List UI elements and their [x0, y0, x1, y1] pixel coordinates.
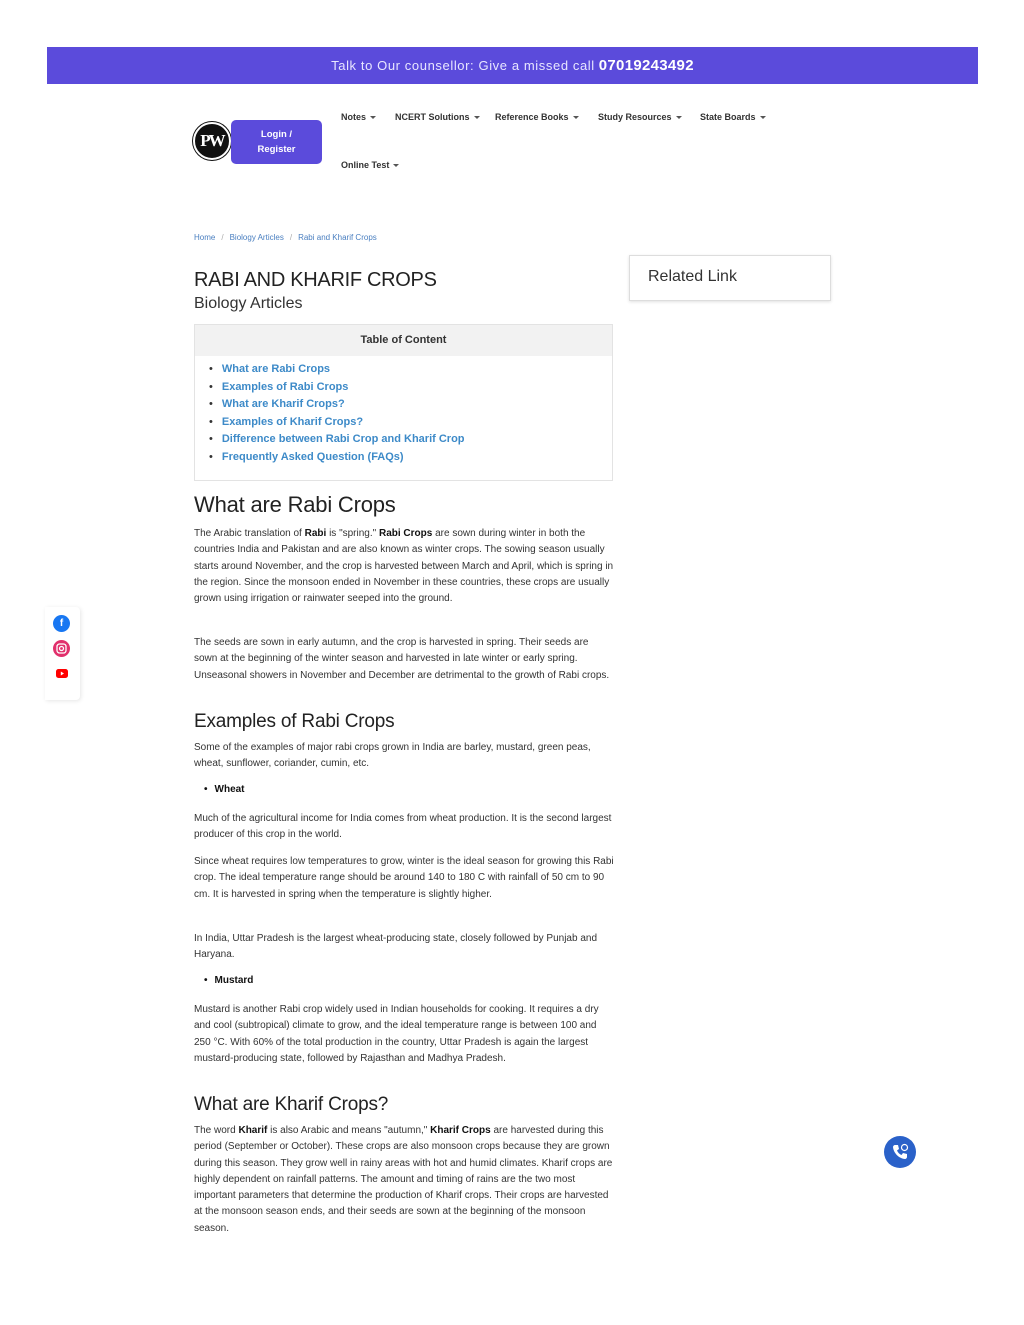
- examples-heading: Examples of Rabi Crops: [194, 711, 395, 732]
- chevron-down-icon: [474, 116, 480, 119]
- youtube-glyph: [56, 669, 68, 678]
- table-of-content: [194, 324, 613, 481]
- bold-term: Kharif Crops: [430, 1125, 491, 1136]
- nav-online-label: Online Test: [341, 160, 390, 170]
- nav-ncert-label: NCERT Solutions: [395, 112, 470, 122]
- chevron-down-icon: [676, 116, 682, 119]
- related-link-title: Related Link: [648, 268, 737, 285]
- wheat-paragraph-3: In India, Uttar Pradesh is the largest wheat-producing state, closely followed by Punjab and Haryana.: [194, 933, 598, 961]
- text-run: are harvested during this period (September or October). These crops are also monsoon crops because they are grown during this season. They grow well in rainy areas with hot and humid climates. Kharif crops are highly dependent on rainfall patterns. The amount and timing of rains are the two most important parameters that determine the production of Kharif crops. Their crops are harvested at the monsoon season ends, and their seeds are sown at the beginning of the monsoon season.: [194, 1125, 613, 1234]
- related-link-box: [629, 255, 831, 301]
- kharif-heading: What are Kharif Crops?: [194, 1094, 389, 1115]
- examples-paragraph: Some of the examples of major rabi crops grown in India are barley, mustard, green peas, wheat, sunflower, coriander, cumin, etc.: [194, 742, 591, 770]
- nav-study-label: Study Resources: [598, 112, 672, 122]
- nav-state-label: State Boards: [700, 112, 756, 122]
- nav-study-resources[interactable]: [598, 112, 682, 122]
- youtube-icon[interactable]: [53, 665, 70, 682]
- login-register-button[interactable]: [231, 120, 322, 164]
- banner-phone-number[interactable]: 07019243492: [598, 57, 694, 74]
- bold-term: Kharif: [238, 1125, 268, 1136]
- nav-state-boards[interactable]: [700, 112, 766, 122]
- text-run: is "spring.": [326, 528, 379, 539]
- toc-heading: Table of Content: [195, 325, 612, 356]
- breadcrumb: [194, 233, 377, 242]
- toc-item[interactable]: • Difference between Rabi Crop and Kharif Crop: [209, 431, 612, 449]
- text-run: is also Arabic and means "autumn,": [267, 1125, 431, 1136]
- rabi-paragraph-2: The seeds are sown in early autumn, and the crop is harvested in spring. Their seeds are sown at the beginning of the winter season and harvested in late winter or early spring. Unseasonal showers in November and December are detrimental to the growth of Rabi crops.: [194, 637, 610, 681]
- chevron-down-icon: [393, 164, 399, 167]
- breadcrumb-current[interactable]: Rabi and Kharif Crops: [298, 233, 377, 242]
- toc-item[interactable]: • What are Kharif Crops?: [209, 396, 612, 414]
- register-label: Register: [257, 144, 296, 155]
- page-title: RABI AND KHARIF CROPS: [194, 269, 437, 291]
- mustard-label: Mustard: [214, 975, 254, 986]
- wheat-bullet: [204, 784, 245, 795]
- wheat-paragraph-1: Much of the agricultural income for India comes from wheat production. It is the second largest producer of this crop in the world.: [194, 813, 612, 841]
- nav-notes[interactable]: [341, 112, 376, 122]
- toc-item[interactable]: • Examples of Rabi Crops: [209, 379, 612, 397]
- instagram-icon[interactable]: [53, 640, 70, 657]
- toc-item[interactable]: • Frequently Asked Question (FAQs): [209, 449, 612, 467]
- text-run: are sown during winter in both the countries India and Pakistan and are also known as winter crops. The sowing season usually starts around November, and the crop is harvested between March and April, which is spring in the region. Since the monsoon ended in November in these countries, these crops are usually grown using irrigation or rainwater seeped into the ground.: [194, 528, 614, 605]
- page-subtitle: Biology Articles: [194, 295, 303, 312]
- login-label: Login /: [260, 129, 293, 140]
- call-button[interactable]: [884, 1136, 916, 1168]
- phone-icon: [890, 1142, 910, 1162]
- toc-item[interactable]: • What are Rabi Crops: [209, 361, 612, 379]
- breadcrumb-separator: /: [289, 233, 293, 242]
- facebook-icon[interactable]: f: [53, 615, 70, 632]
- logo-text: PW: [200, 131, 224, 150]
- announcement-banner: [47, 47, 978, 84]
- kharif-paragraph-1: [194, 1123, 614, 1237]
- chevron-down-icon: [573, 116, 579, 119]
- pw-logo[interactable]: [193, 122, 231, 160]
- wheat-paragraph-2: Since wheat requires low temperatures to grow, winter is the ideal season for growing this Rabi crop. The ideal temperature range should be around 140 to 180 C with rainfall of 50 cm to 90 cm. It is harvested in spring when the temperature is slightly higher.: [194, 856, 614, 900]
- chevron-down-icon: [370, 116, 376, 119]
- text-run: The Arabic translation of: [194, 528, 305, 539]
- toc-list: [195, 356, 612, 466]
- mustard-bullet: [204, 975, 253, 986]
- banner-text: Talk to Our counsellor: Give a missed call: [331, 58, 595, 73]
- nav-notes-label: Notes: [341, 112, 367, 122]
- bold-term: Rabi Crops: [378, 528, 433, 539]
- rabi-heading: What are Rabi Crops: [194, 492, 396, 517]
- social-sidebar: [45, 607, 80, 700]
- text-run: The word: [194, 1125, 239, 1136]
- rabi-paragraph-1: [194, 526, 614, 607]
- bold-term: Rabi: [304, 528, 327, 539]
- breadcrumb-home[interactable]: Home: [194, 233, 216, 242]
- nav-ncert-solutions[interactable]: [395, 112, 480, 122]
- nav-reference-books[interactable]: [495, 112, 579, 122]
- breadcrumb-biology-articles[interactable]: Biology Articles: [229, 233, 284, 242]
- breadcrumb-separator: /: [221, 233, 224, 242]
- wheat-label: Wheat: [214, 784, 245, 795]
- nav-reference-label: Reference Books: [495, 112, 569, 122]
- mustard-paragraph: Mustard is another Rabi crop widely used in Indian households for cooking. It requires a dry and cool (subtropical) climate to grow, and the ideal temperature range is between 100 and 250 °C. With 60% of the total production in the country, Uttar Pradesh is again the largest mustard-producing state, followed by Rajasthan and Madhya Pradesh.: [194, 1004, 599, 1064]
- toc-item[interactable]: • Examples of Kharif Crops?: [209, 414, 612, 432]
- instagram-glyph: [56, 643, 67, 654]
- chevron-down-icon: [760, 116, 766, 119]
- nav-online-test[interactable]: [341, 160, 399, 170]
